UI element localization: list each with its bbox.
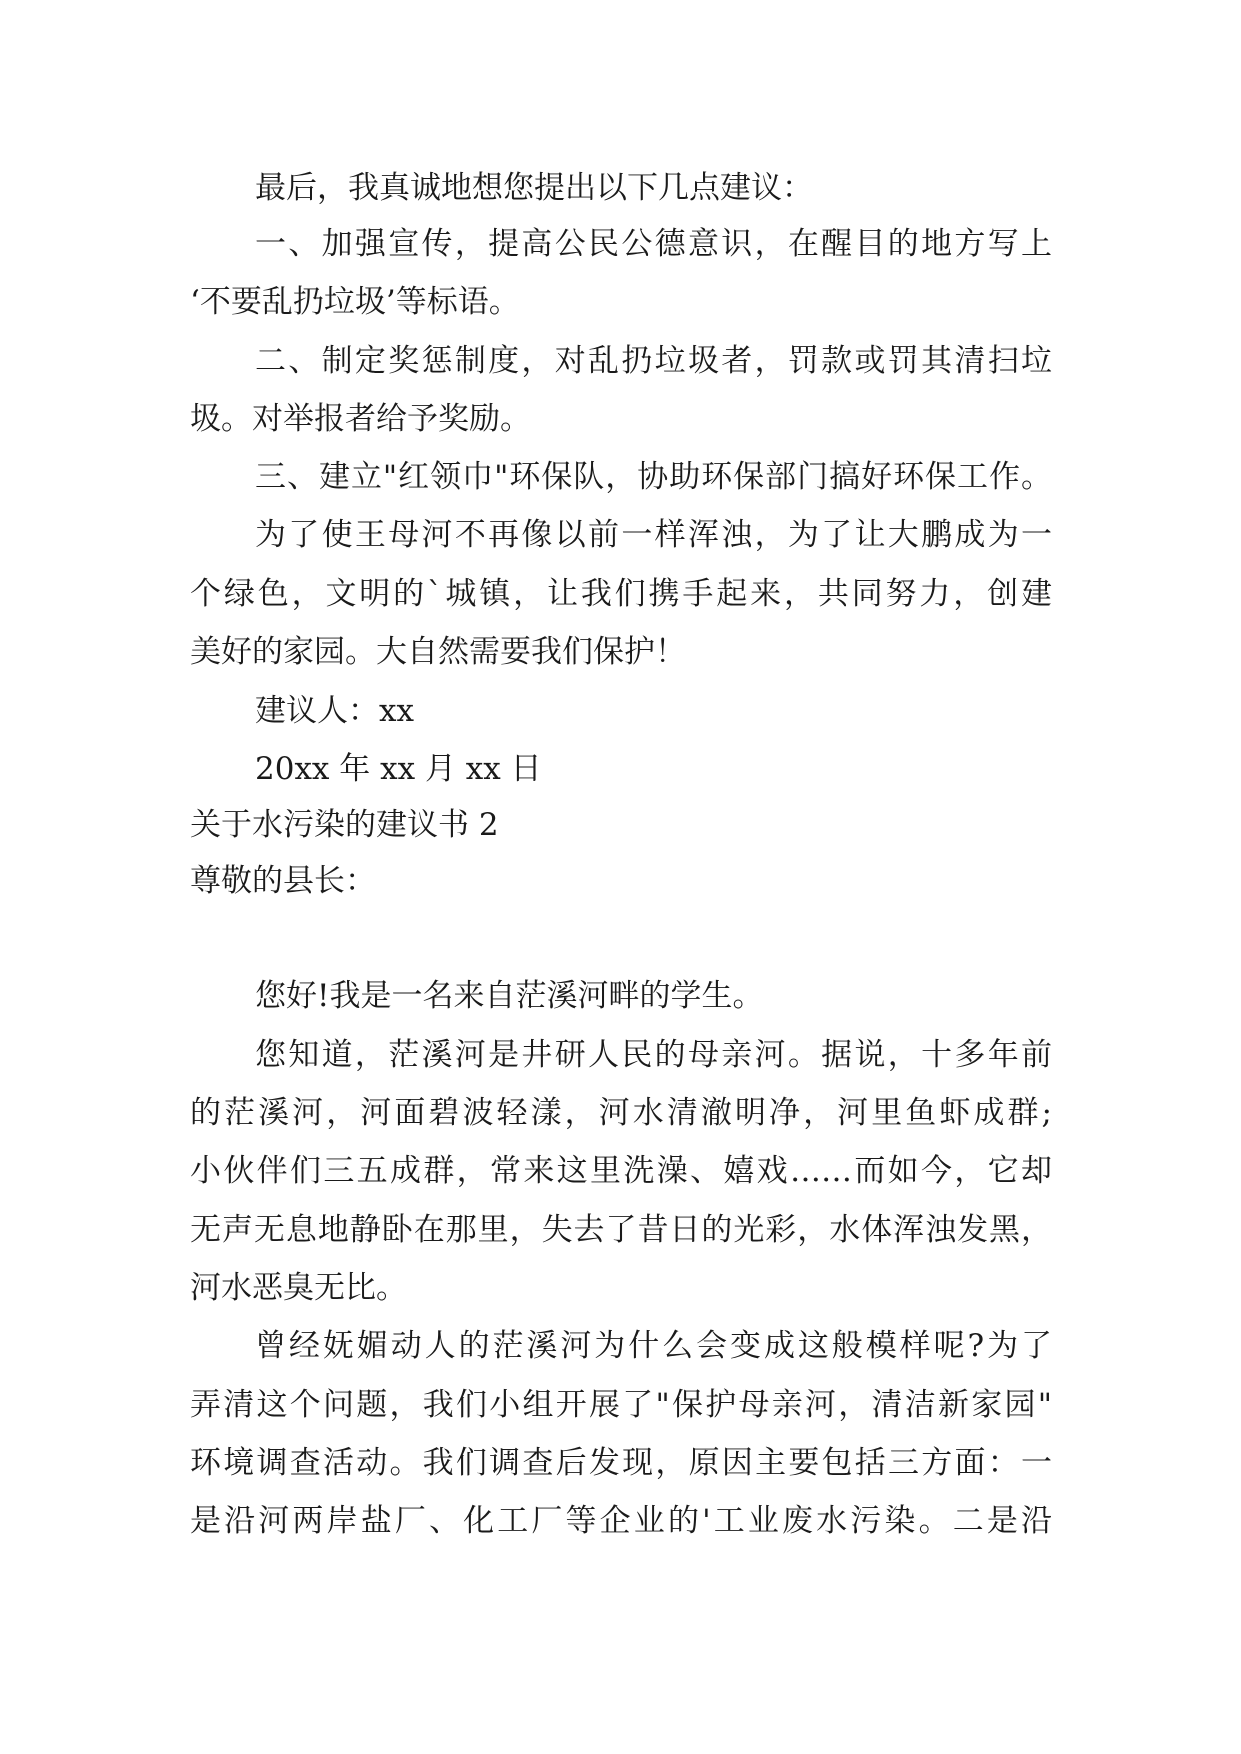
greeting: 您好!我是一名来自茫溪河畔的学生。 xyxy=(255,978,764,1014)
suggestion-point-1-line-2: ‘不要乱扔垃圾’等标语。 xyxy=(190,284,520,320)
closing-line-3: 美好的家园。大自然需要我们保护！ xyxy=(190,634,686,670)
paragraph-2-line-1: 曾经妩媚动人的茫溪河为什么会变成这般模样呢?为了 xyxy=(255,1328,1052,1364)
suggestion-intro: 最后，我真诚地想您提出以下几点建议： xyxy=(255,170,813,206)
suggestion-point-2-line-1: 二、制定奖惩制度，对乱扔垃圾者，罚款或罚其清扫垃 xyxy=(255,343,1052,379)
paragraph-2-line-3: 环境调查活动。我们调查后发现，原因主要包括三方面：一 xyxy=(190,1445,1052,1481)
paragraph-1-line-4: 无声无息地静卧在那里，失去了昔日的光彩，水体浑浊发黑， xyxy=(190,1212,1052,1248)
closing-line-1: 为了使王母河不再像以前一样浑浊，为了让大鹏成为一 xyxy=(255,517,1052,553)
suggestion-point-1-line-1: 一、加强宣传，提高公民公德意识，在醒目的地方写上 xyxy=(255,226,1052,262)
paragraph-1-line-1: 您知道，茫溪河是井研人民的母亲河。据说，十多年前 xyxy=(255,1037,1052,1073)
signer: 建议人：xx xyxy=(255,693,414,729)
letter-date: 20xx 年 xx 月 xx 日 xyxy=(255,751,542,787)
suggestion-point-3: 三、建立"红领巾"环保队，协助环保部门搞好环保工作。 xyxy=(255,459,1052,495)
closing-line-2: 个绿色，文明的`城镇，让我们携手起来，共同努力，创建 xyxy=(190,576,1052,612)
suggestion-point-2-line-2: 圾。对举报者给予奖励。 xyxy=(190,401,531,437)
paragraph-2-line-4: 是沿河两岸盐厂、化工厂等企业的'工业废水污染。二是沿 xyxy=(190,1503,1052,1539)
paragraph-1-line-3: 小伙伴们三五成群，常来这里洗澡、嬉戏……而如今，它却 xyxy=(190,1153,1052,1189)
paragraph-1-line-5: 河水恶臭无比。 xyxy=(190,1270,407,1306)
paragraph-1-line-2: 的茫溪河，河面碧波轻漾，河水清澈明净，河里鱼虾成群; xyxy=(190,1095,1052,1131)
section-title: 关于水污染的建议书 2 xyxy=(190,807,499,843)
salutation: 尊敬的县长： xyxy=(190,863,376,899)
paragraph-2-line-2: 弄清这个问题，我们小组开展了"保护母亲河，清洁新家园" xyxy=(190,1387,1052,1423)
